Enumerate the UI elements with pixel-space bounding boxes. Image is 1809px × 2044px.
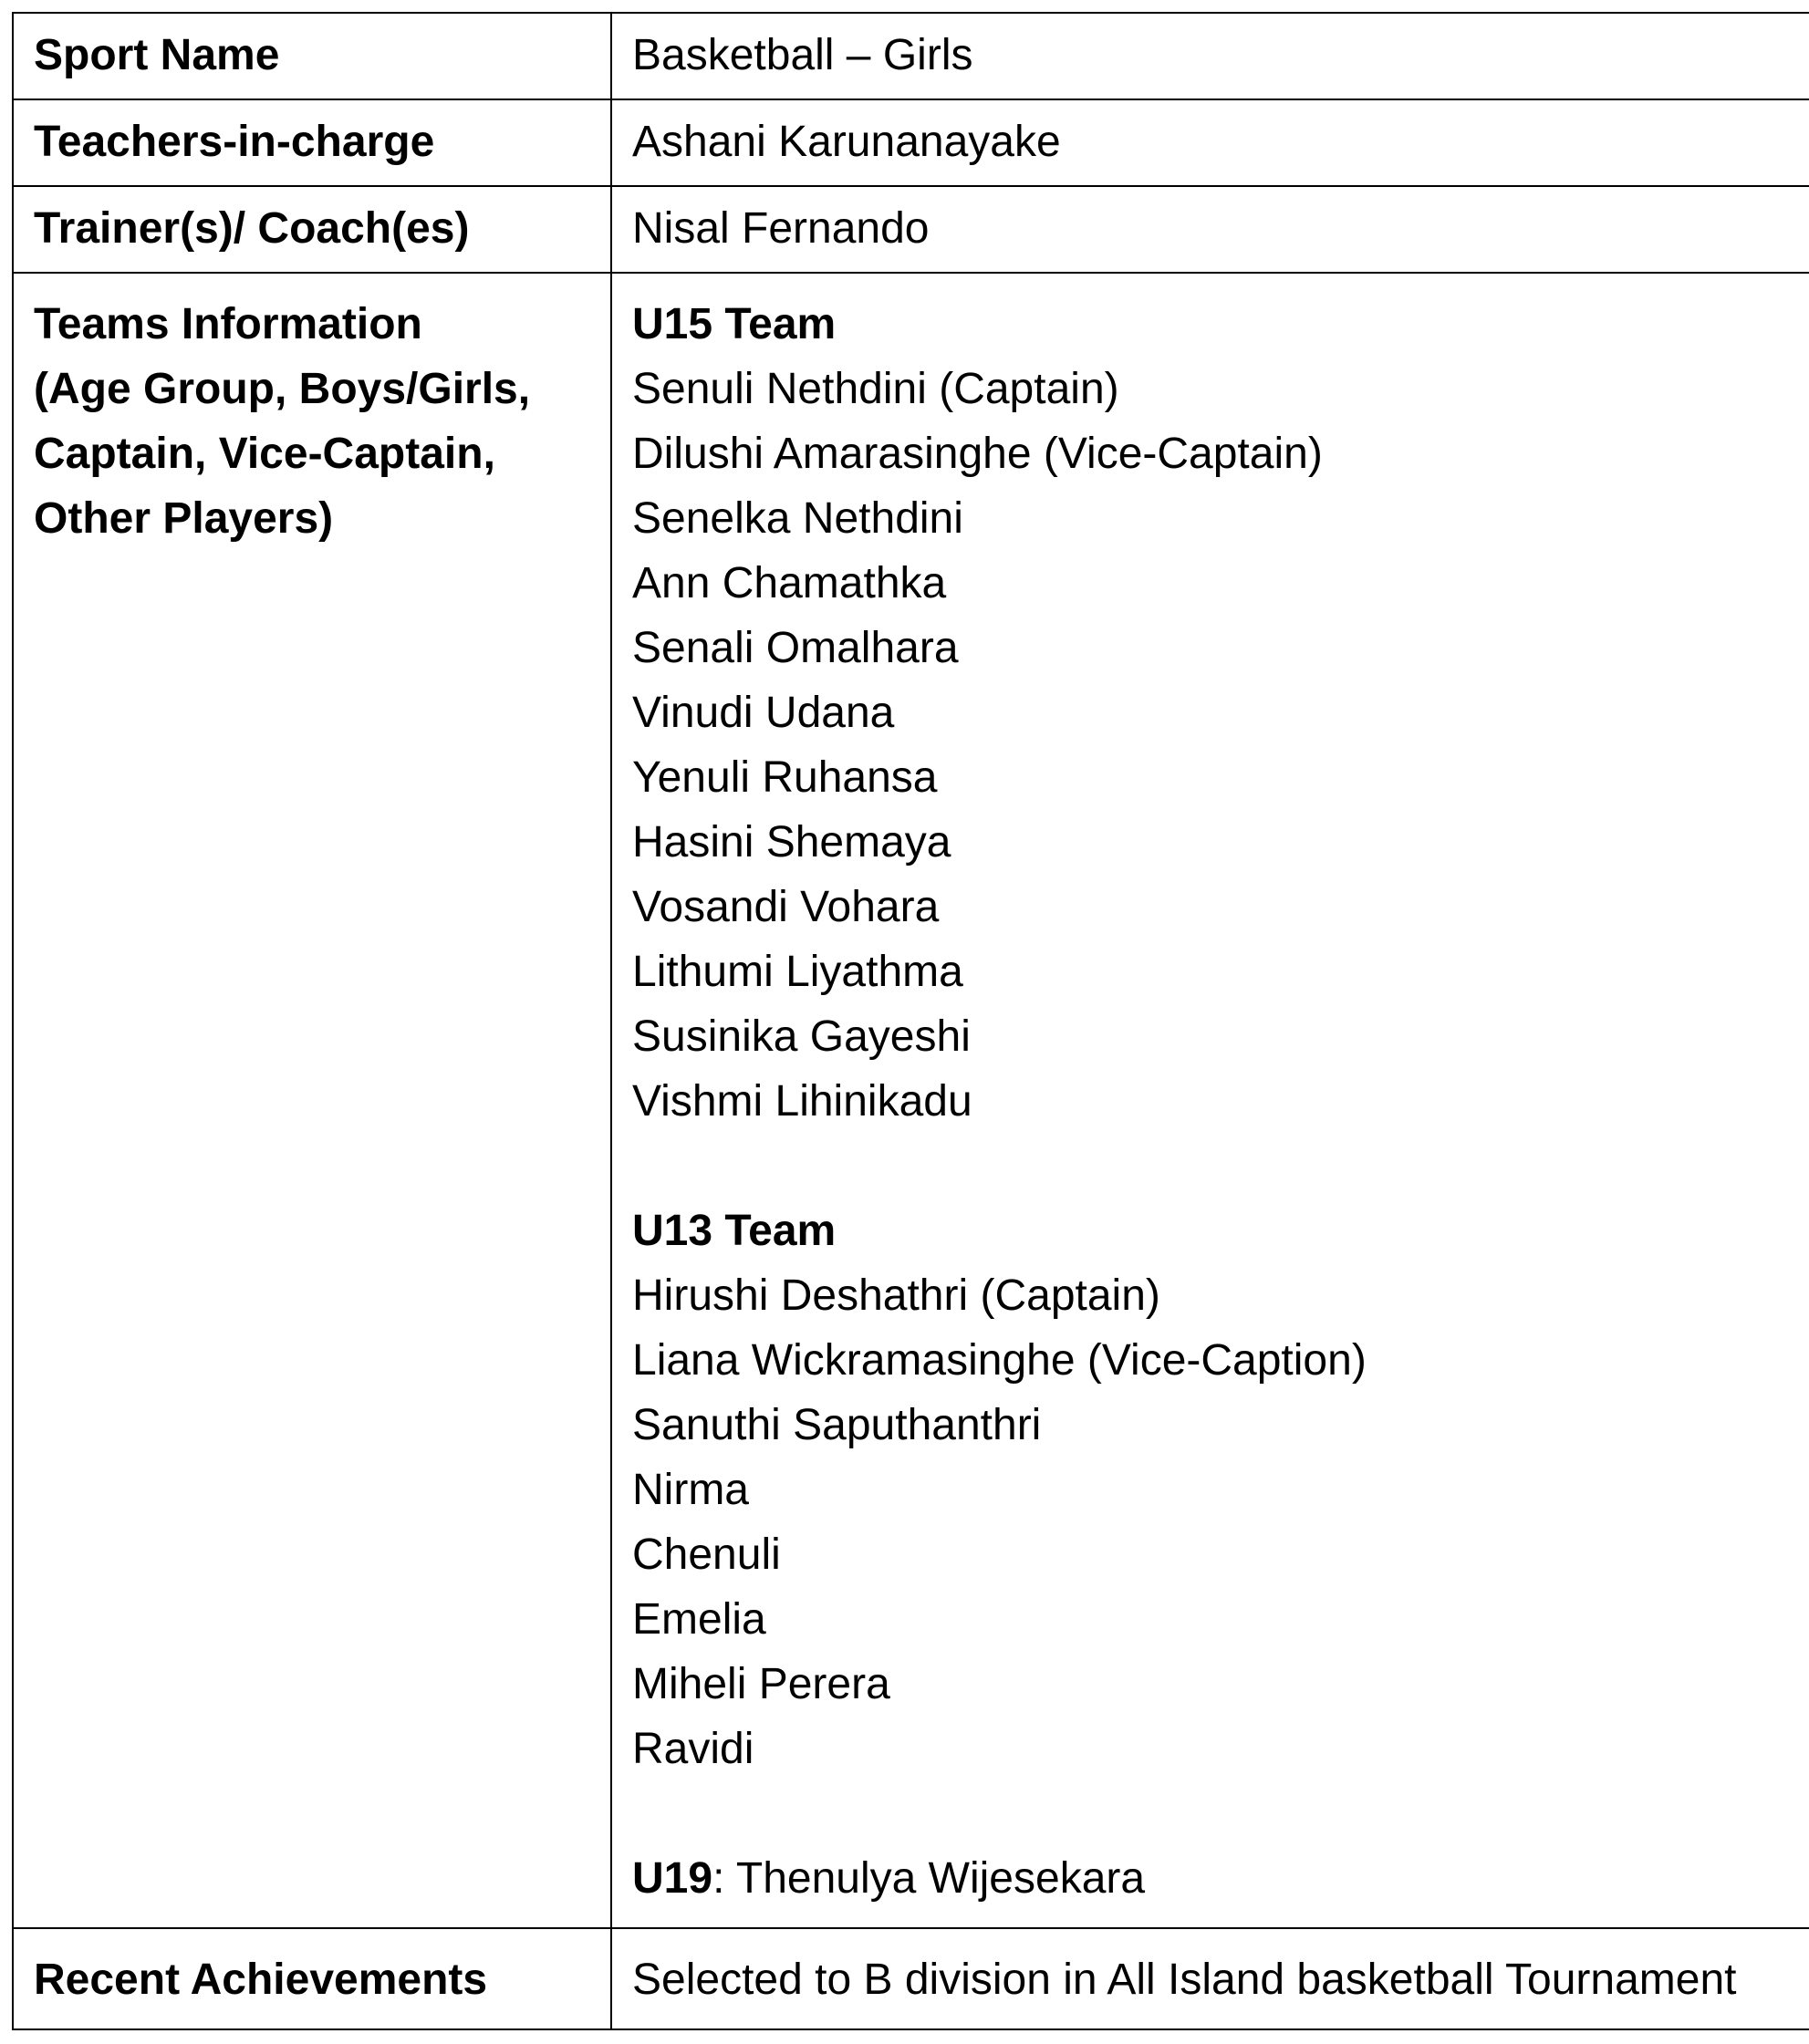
u13-player: Nirma — [632, 1466, 749, 1514]
u15-player: Lithumi Liyathma — [632, 948, 963, 996]
u15-player: Senelka Nethdini — [632, 494, 963, 543]
trainers-label: Trainer(s)/ Coach(es) — [13, 186, 611, 273]
achievements-label: Recent Achievements — [13, 1928, 611, 2029]
u15-player: Vishmi Lihinikadu — [632, 1077, 972, 1126]
spacer — [632, 1781, 1809, 1846]
row-trainers — [13, 186, 1809, 273]
u15-player: Yenuli Ruhansa — [632, 753, 938, 802]
u13-team-title: U13 Team — [632, 1207, 837, 1255]
u13-player: Ravidi — [632, 1725, 754, 1773]
teachers-value: Ashani Karunanayake — [611, 99, 1809, 186]
u19-line — [632, 1846, 1809, 1911]
u15-player: Dilushi Amarasinghe (Vice-Captain) — [632, 430, 1323, 478]
u15-player: Hasini Shemaya — [632, 818, 951, 866]
row-teams — [13, 273, 1809, 1928]
teams-label-line: Other Players) — [34, 494, 334, 543]
row-teachers — [13, 99, 1809, 186]
achievements-value: Selected to B division in All Island basketball Tournament — [611, 1928, 1809, 2029]
u13-player: Sanuthi Saputhanthri — [632, 1401, 1042, 1449]
u19-label: U19 — [632, 1854, 713, 1903]
u19-value: : Thenulya Wijesekara — [712, 1854, 1146, 1903]
u15-team-title: U15 Team — [632, 300, 837, 348]
teachers-label: Teachers-in-charge — [13, 99, 611, 186]
teams-value — [611, 273, 1809, 1928]
teams-label-line: Captain, Vice-Captain, — [34, 430, 495, 478]
teams-label — [13, 273, 611, 1928]
row-achievements — [13, 1928, 1809, 2029]
sport-name-value: Basketball – Girls — [611, 13, 1809, 99]
teams-label-line: (Age Group, Boys/Girls, — [34, 365, 531, 413]
u15-player: Senuli Nethdini (Captain) — [632, 365, 1119, 413]
u13-player: Liana Wickramasinghe (Vice-Caption) — [632, 1336, 1367, 1385]
u13-player: Miheli Perera — [632, 1660, 890, 1708]
spacer — [632, 1134, 1809, 1198]
u15-player: Vosandi Vohara — [632, 883, 940, 931]
u13-player: Hirushi Deshathri (Captain) — [632, 1271, 1160, 1320]
teams-label-line: Teams Information — [34, 300, 422, 348]
u13-player: Emelia — [632, 1595, 766, 1644]
u15-player: Susinika Gayeshi — [632, 1012, 971, 1061]
u15-player: Ann Chamathka — [632, 559, 947, 607]
sport-info-table — [12, 12, 1809, 2030]
sport-name-label: Sport Name — [13, 13, 611, 99]
u15-player: Vinudi Udana — [632, 689, 895, 737]
trainers-value: Nisal Fernando — [611, 186, 1809, 273]
u13-player: Chenuli — [632, 1530, 781, 1579]
u15-player: Senali Omalhara — [632, 624, 959, 672]
row-sport-name — [13, 13, 1809, 99]
